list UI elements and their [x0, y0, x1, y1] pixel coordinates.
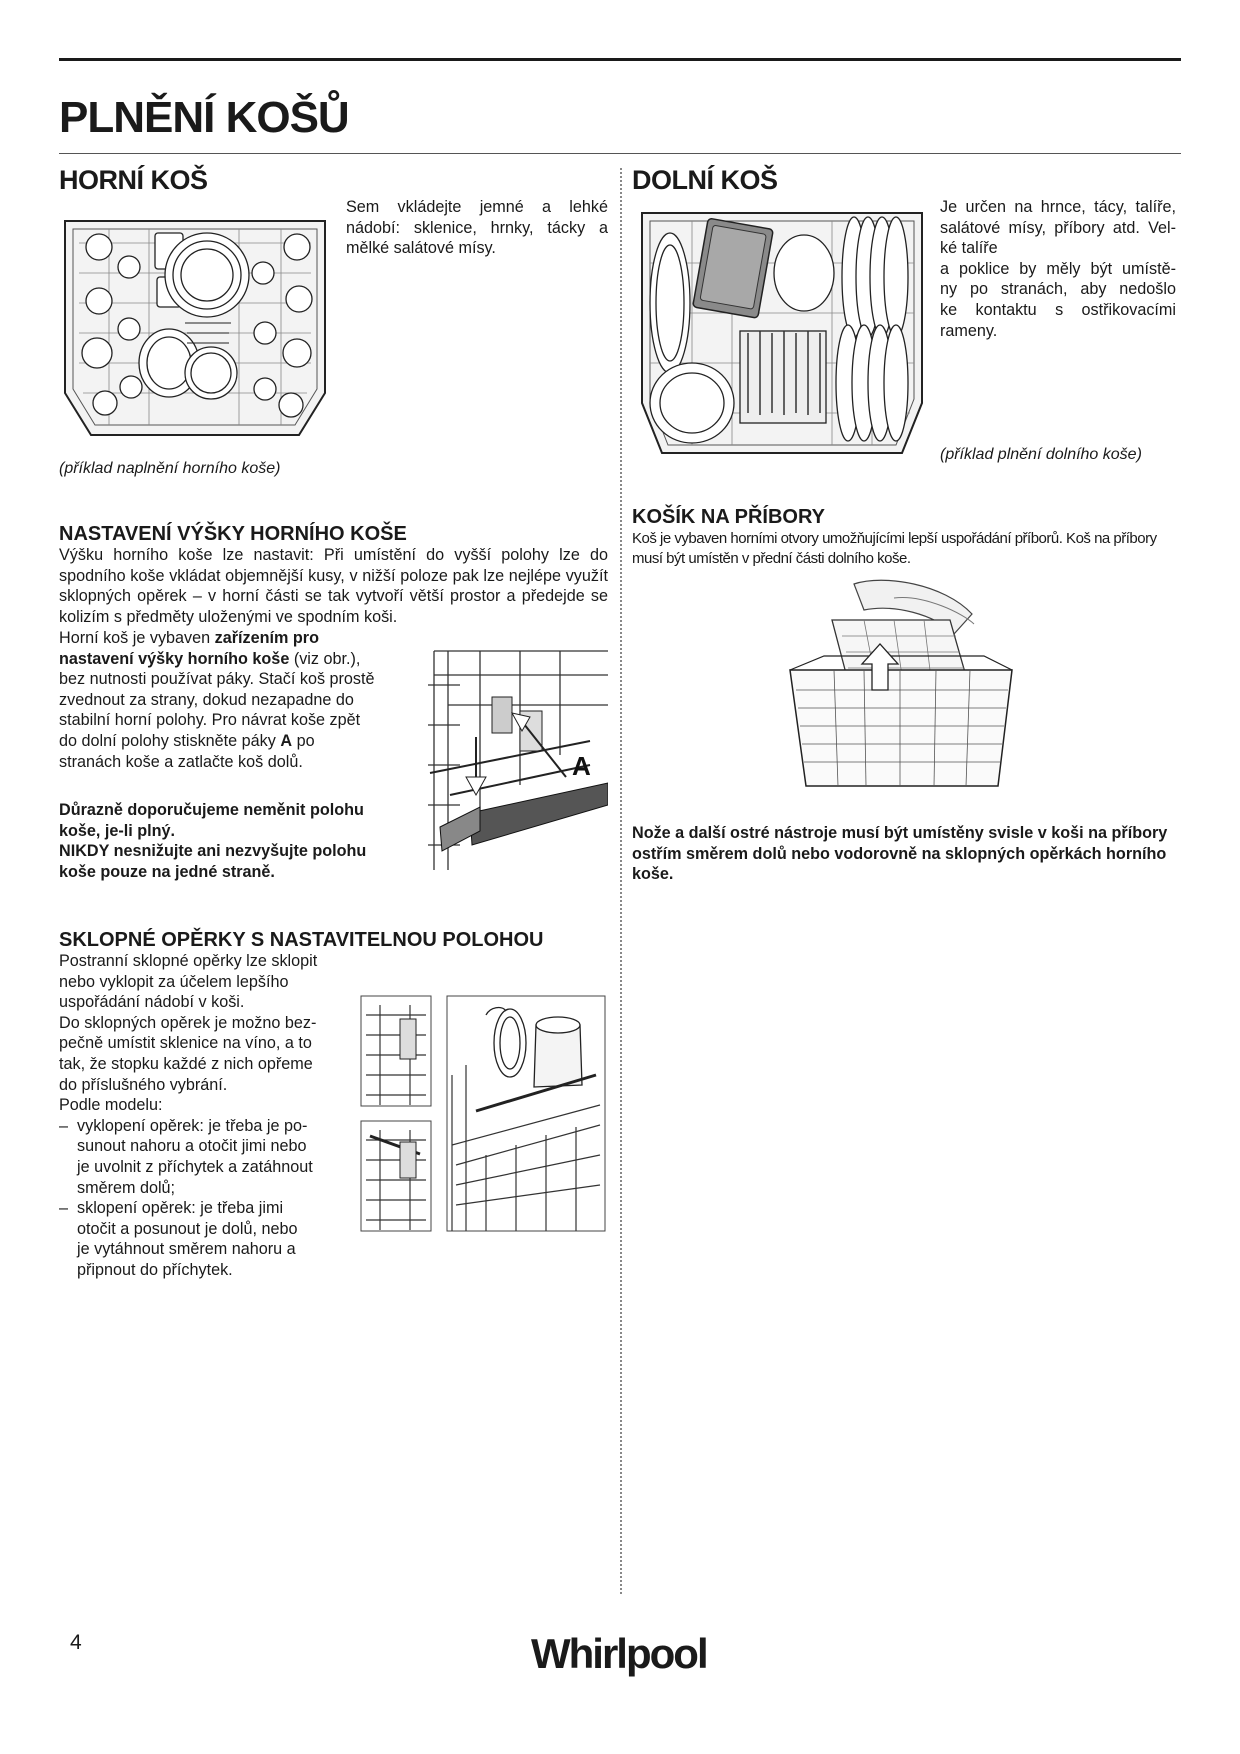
flaps-text-line: Do sklopných opěrek je možno bez- — [59, 1013, 317, 1032]
lower-basket-text — [940, 197, 1176, 341]
lower-basket-text-line: a poklice by měly být umístě- — [940, 259, 1176, 278]
flaps-text-line: uspořádání nádobí v koši. — [59, 993, 245, 1012]
lower-basket-text-line: ke kontaktu s ostřikovacími — [940, 300, 1176, 319]
flaps-list — [59, 1116, 379, 1281]
flaps-text-line: Postranní sklopné opěrky lze sklopit — [59, 952, 318, 970]
lower-basket-text-line: rameny. — [940, 321, 998, 340]
height-adjust-p1-suffix: (viz obr.), bez nutnosti používat páky. Stačí koš prostě zvednout za strany, dokud nezapadne do stabilní horní polohy. Pro návrat koše zpět do dolní polohy stiskněte páky — [59, 649, 375, 750]
lower-basket-text-line: ké talíře — [940, 239, 998, 258]
list-dash: – — [59, 1116, 69, 1135]
flaps-item-line: připnout do příchytek. — [77, 1260, 233, 1279]
flaps-small-illustration-2 — [360, 1120, 432, 1232]
upper-basket-title: HORNÍ KOŠ — [59, 165, 208, 195]
cutlery-basket-warning: Nože a další ostré nástroje musí být umístěny svisle v koši na příbory ostřím směrem dolů nebo vodorovně na sklopných opěrkách horního koše. — [632, 824, 1168, 884]
height-adjust-warning-1: Důrazně doporučujeme neměnit polohu koše, je-li plný. — [59, 801, 364, 840]
title-rule — [59, 153, 1181, 154]
list-dash: – — [59, 1199, 69, 1218]
flaps-item-line: sunout nahoru a otočit jimi nebo — [77, 1137, 307, 1156]
flaps-item-line: vyklopení opěrek: je třeba je po- — [77, 1116, 308, 1135]
flaps-text-line: pečně umístit sklenice na víno, a to — [59, 1034, 312, 1053]
lower-basket-caption: (příklad plnění dolního koše) — [940, 446, 1142, 463]
flaps-text-line: tak, že stopku každé z nich opřeme — [59, 1054, 313, 1073]
upper-basket-caption: (příklad naplnění horního koše) — [59, 460, 281, 477]
cutlery-basket-illustration — [784, 574, 1018, 796]
height-adjust-p1-lever: A — [280, 731, 293, 750]
flaps-item-line: sklopení opěrek: je třeba jimi — [77, 1199, 284, 1218]
flaps-list-item — [59, 1198, 379, 1280]
whirlpool-logo-text: Whirlpool — [531, 1630, 707, 1677]
height-adjust-p1-end: po stranách koše a zatlačte koš dolů. — [59, 731, 315, 771]
height-adjust-p1-bold: zařízením pro nastavení výšky horního koše — [59, 629, 319, 668]
height-adjust-warning-2: NIKDY nesnižujte ani nezvyšujte polohu koše pouze na jedné straně. — [59, 842, 367, 881]
flaps-text — [59, 951, 379, 1281]
lever-a-label: A — [572, 751, 591, 781]
flaps-item-line: je vytáhnout směrem nahoru a — [77, 1240, 296, 1259]
lower-basket-illustration — [632, 203, 932, 465]
flaps-text-line: do příslušného vybrání. — [59, 1075, 228, 1094]
lower-basket-title: DOLNÍ KOŠ — [632, 165, 778, 195]
height-adjust-paragraph — [59, 628, 381, 772]
flaps-list-item — [59, 1116, 379, 1198]
height-adjust-illustration — [420, 645, 608, 870]
page-number: 4 — [70, 1631, 82, 1654]
lower-basket-text-line: Je určen na hrnce, tácy, talíře, — [940, 198, 1176, 216]
upper-basket-illustration — [59, 203, 331, 443]
flaps-item-line: směrem dolů; — [77, 1178, 176, 1197]
top-rule — [59, 58, 1181, 61]
cutlery-basket-text: Koš je vybaven horními otvory umožňujícími lepší uspořádání příborů. Koš na příbory musí být umístěn v přední části dolního koše. — [632, 530, 1157, 567]
lower-basket-text-line: ny po stranách, aby nedošlo — [940, 280, 1176, 299]
cutlery-basket-title: KOŠÍK NA PŘÍBORY — [632, 506, 825, 528]
flaps-item-line: otočit a posunout je dolů, nebo — [77, 1219, 298, 1238]
flaps-main-illustration — [446, 995, 606, 1232]
whirlpool-logo — [527, 1620, 717, 1690]
upper-basket-text: Sem vkládejte jemné a lehké nádobí: sklenice, hrnky, tácky a mělké salátové mísy. — [346, 198, 608, 258]
height-adjust-title: NASTAVENÍ VÝŠKY HORNÍHO KOŠE — [59, 523, 407, 545]
flaps-text-line: nebo vyklopit za účelem lepšího — [59, 972, 289, 991]
height-adjust-intro: Výšku horního koše lze nastavit: Při umístění do vyšší polohy lze do spodního koše vkládat objemnější kusy, v nižší poloze pak lze nejlépe využít sklopných opěrek – v horní části se tak vytvoří větší prostor a předejde se kolizím s předměty uloženými ve spodním koši. — [59, 546, 608, 626]
height-adjust-p1-prefix: Horní koš je vybaven — [59, 629, 215, 647]
flaps-small-illustration-1 — [360, 995, 432, 1107]
flaps-title: SKLOPNÉ OPĚRKY S NASTAVITELNOU POLOHOU — [59, 929, 544, 951]
page-title: PLNĚNÍ KOŠŮ — [59, 93, 349, 142]
lower-basket-text-line: salátové mísy, příbory atd. Vel- — [940, 218, 1176, 237]
flaps-text-line: Podle modelu: — [59, 1096, 163, 1115]
flaps-item-line: je uvolnit z příchytek a zatáhnout — [77, 1157, 313, 1176]
column-divider — [620, 168, 622, 1594]
